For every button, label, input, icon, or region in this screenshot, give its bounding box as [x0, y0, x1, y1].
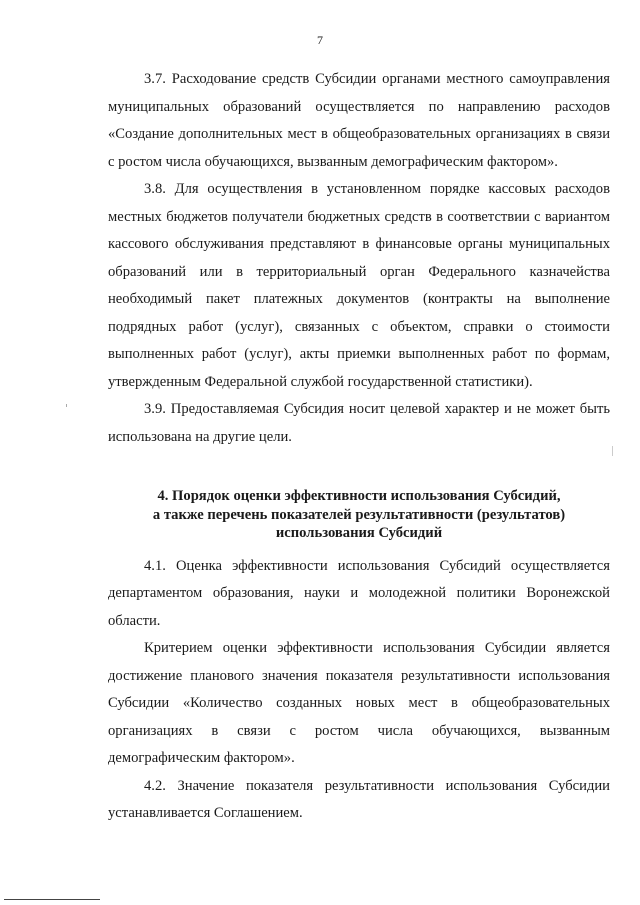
paragraph-4-1: 4.1. Оценка эффективности использования Субсидий осуществляется департаментом образования, науки и молодежной политики Воронежской области. [108, 557, 610, 629]
section-4-heading [108, 487, 610, 543]
scan-mark [66, 404, 67, 407]
footnote-rule [4, 899, 100, 900]
document-body [108, 66, 610, 828]
heading-line: использования Субсидий [275, 525, 443, 541]
paragraph-4-2: 4.2. Значение показателя результативности использования Субсидии устанавливается Соглашением. [108, 777, 610, 821]
page-number: 7 [317, 33, 323, 47]
heading-line: 4. Порядок оценки эффективности использования Субсидий, [157, 488, 561, 504]
heading-line: а также перечень показателей результативности (результатов) [152, 506, 566, 523]
paragraph-3-9: 3.9. Предоставляемая Субсидия носит целевой характер и не может быть использована на другие цели. [108, 401, 610, 445]
paragraph-criterion: Критерием оценки эффективности использования Субсидии является достижение планового значения показателя результативности использования Субсидии «Количество созданных новых мест в общеобразовательных организациях в связи с ростом числа обучающихся, вызванным демографическим фактором». [108, 640, 610, 766]
paragraph-3-8: 3.8. Для осуществления в установленном порядке кассовых расходов местных бюджетов получатели бюджетных средств в соответствии с вариантом кассового обслуживания представляют в финансовые органы муниципальных образований или в территориальный орган Федерального казначейства необходимый пакет платежных документов (контракты на выполнение подрядных работ (услуг), связанных с объектом, справки о стоимости выполненных работ (услуг), акты приемки выполненных работ по формам, утвержденным Федеральной службой государственной статистики). [108, 181, 610, 390]
scan-mark [612, 446, 613, 456]
paragraph-3-7: 3.7. Расходование средств Субсидии органами местного самоуправления муниципальных образований осуществляется по направлению расходов «Создание дополнительных мест в общеобразовательных организациях в связи с ростом числа обучающихся, вызванным демографическим фактором». [108, 71, 610, 170]
